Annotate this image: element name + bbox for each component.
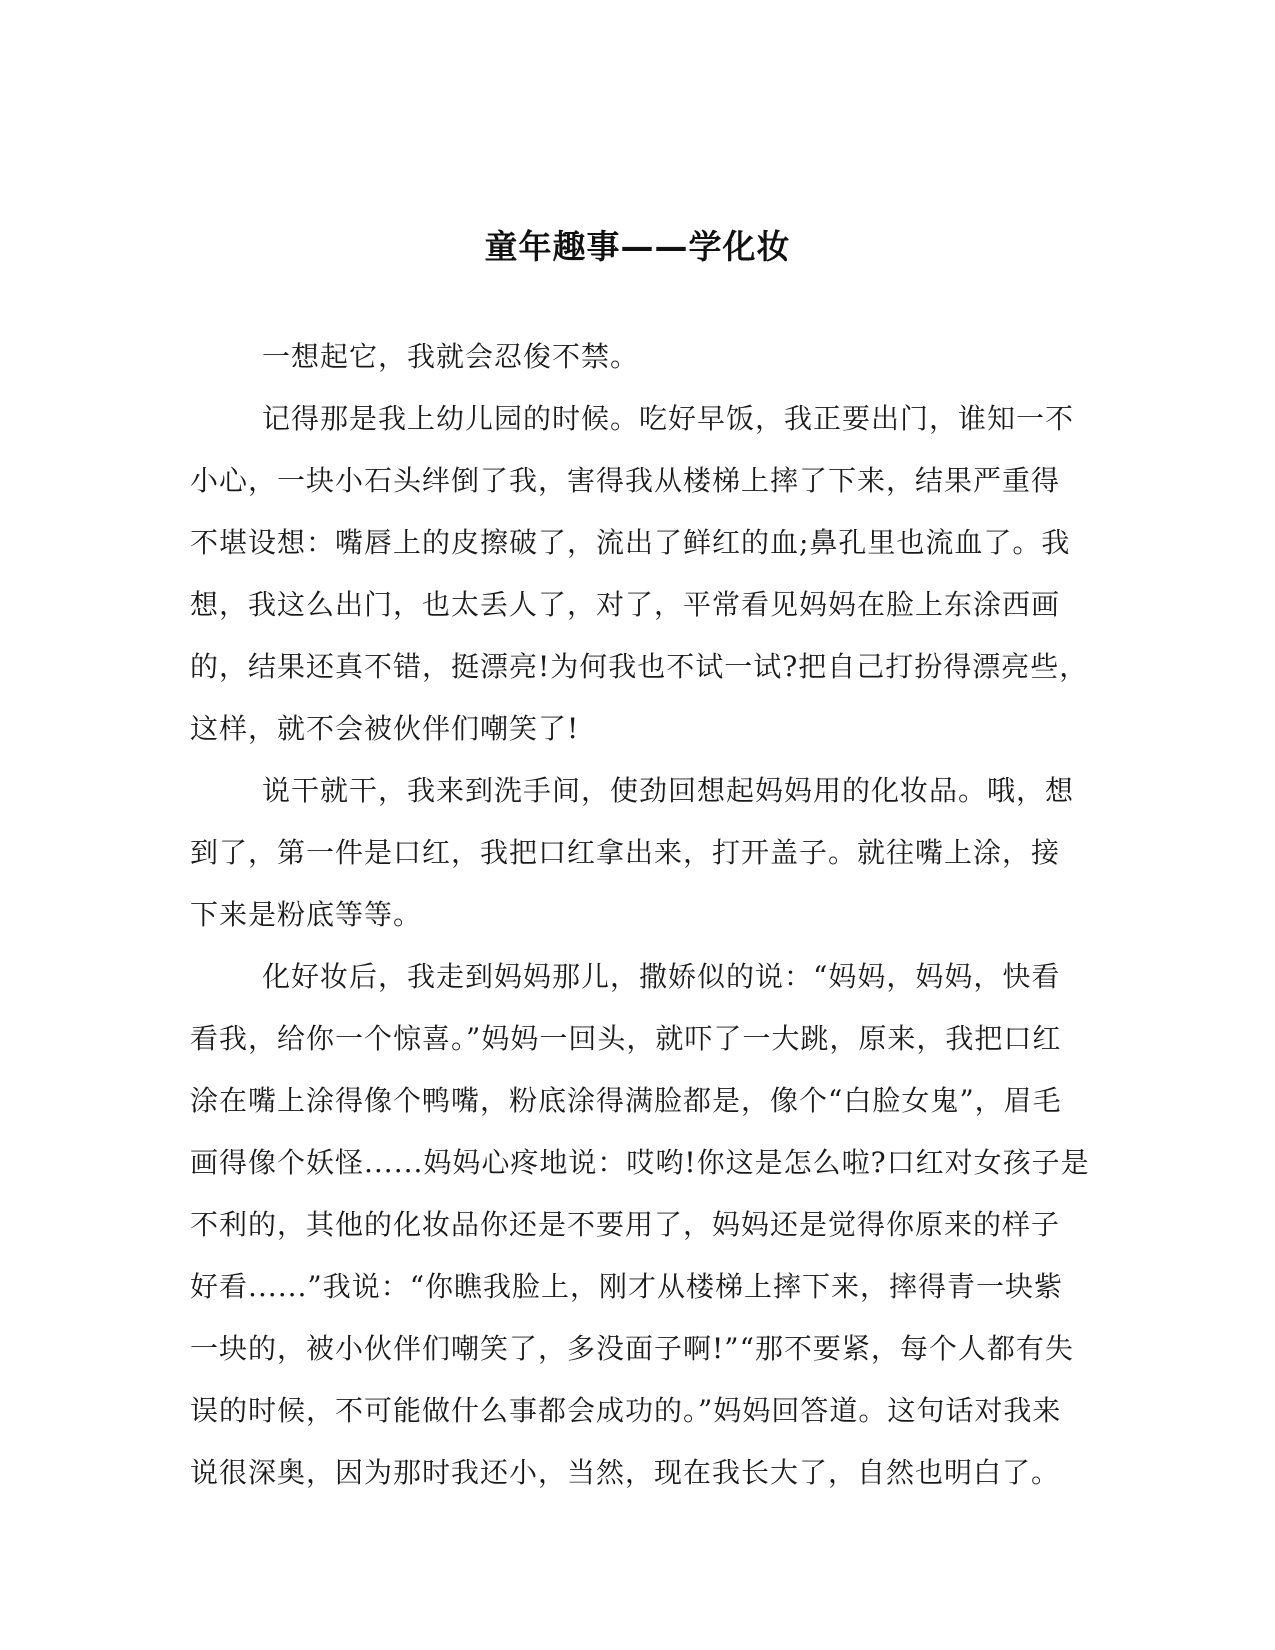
paragraph-line: 看我，给你一个惊喜。”妈妈一回头，就吓了一大跳，原来，我把口红 [190,1022,1062,1055]
paragraph-line: 涂在嘴上涂得像个鸭嘴，粉底涂得满脸都是，像个“白脸女鬼”，眉毛 [190,1084,1062,1117]
document-title: 童年趣事——学化妆 [484,227,791,267]
paragraph-line: 这样，就不会被伙伴们嘲笑了! [190,712,580,745]
paragraph-line: 记得那是我上幼儿园的时候。吃好早饭，我正要出门，谁知一不 [262,402,1075,435]
paragraph-2 [190,388,1090,760]
paragraph-line: 不堪设想：嘴唇上的皮擦破了，流出了鲜红的血;鼻孔里也流血了。我 [190,526,1071,559]
paragraph-3 [190,760,1090,946]
paragraph-line: 说很深奥，因为那时我还小，当然，现在我长大了，自然也明白了。 [190,1456,1061,1489]
document-body [190,326,1090,1504]
paragraph-line: 化好妆后，我走到妈妈那儿，撒娇似的说：“妈妈，妈妈，快看 [262,960,1061,993]
paragraph-line: 到了，第一件是口红，我把口红拿出来，打开盖子。就往嘴上涂，接 [190,836,1061,869]
paragraph-line: 小心，一块小石头绊倒了我，害得我从楼梯上摔了下来，结果严重得 [190,464,1061,497]
paragraph-line: 画得像个妖怪......妈妈心疼地说：哎哟!你这是怎么啦?口红对女孩子是 [190,1146,1090,1179]
paragraph-line: 一想起它，我就会忍俊不禁。 [262,340,640,373]
paragraph-line: 的，结果还真不错，挺漂亮!为何我也不试一试?把自己打扮得漂亮些， [190,650,1089,683]
paragraph-line: 不利的，其他的化妆品你还是不要用了，妈妈还是觉得你原来的样子 [190,1208,1061,1241]
paragraph-line: 想，我这么出门，也太丢人了，对了，平常看见妈妈在脸上东涂西画 [190,588,1061,621]
paragraph-line: 误的时候，不可能做什么事都会成功的。”妈妈回答道。这句话对我来 [190,1394,1062,1427]
paragraph-line: 说干就干，我来到洗手间，使劲回想起妈妈用的化妆品。哦，想 [262,774,1075,807]
paragraph-line: 下来是粉底等等。 [190,898,423,931]
paragraph-line: 一块的，被小伙伴们嘲笑了，多没面子啊!”“那不要紧，每个人都有失 [190,1332,1074,1365]
paragraph-line: 好看......”我说：“你瞧我脸上，刚才从楼梯上摔下来，摔得青一块紫 [190,1270,1064,1303]
paragraph-4 [190,946,1090,1504]
paragraph-1 [190,326,1090,388]
